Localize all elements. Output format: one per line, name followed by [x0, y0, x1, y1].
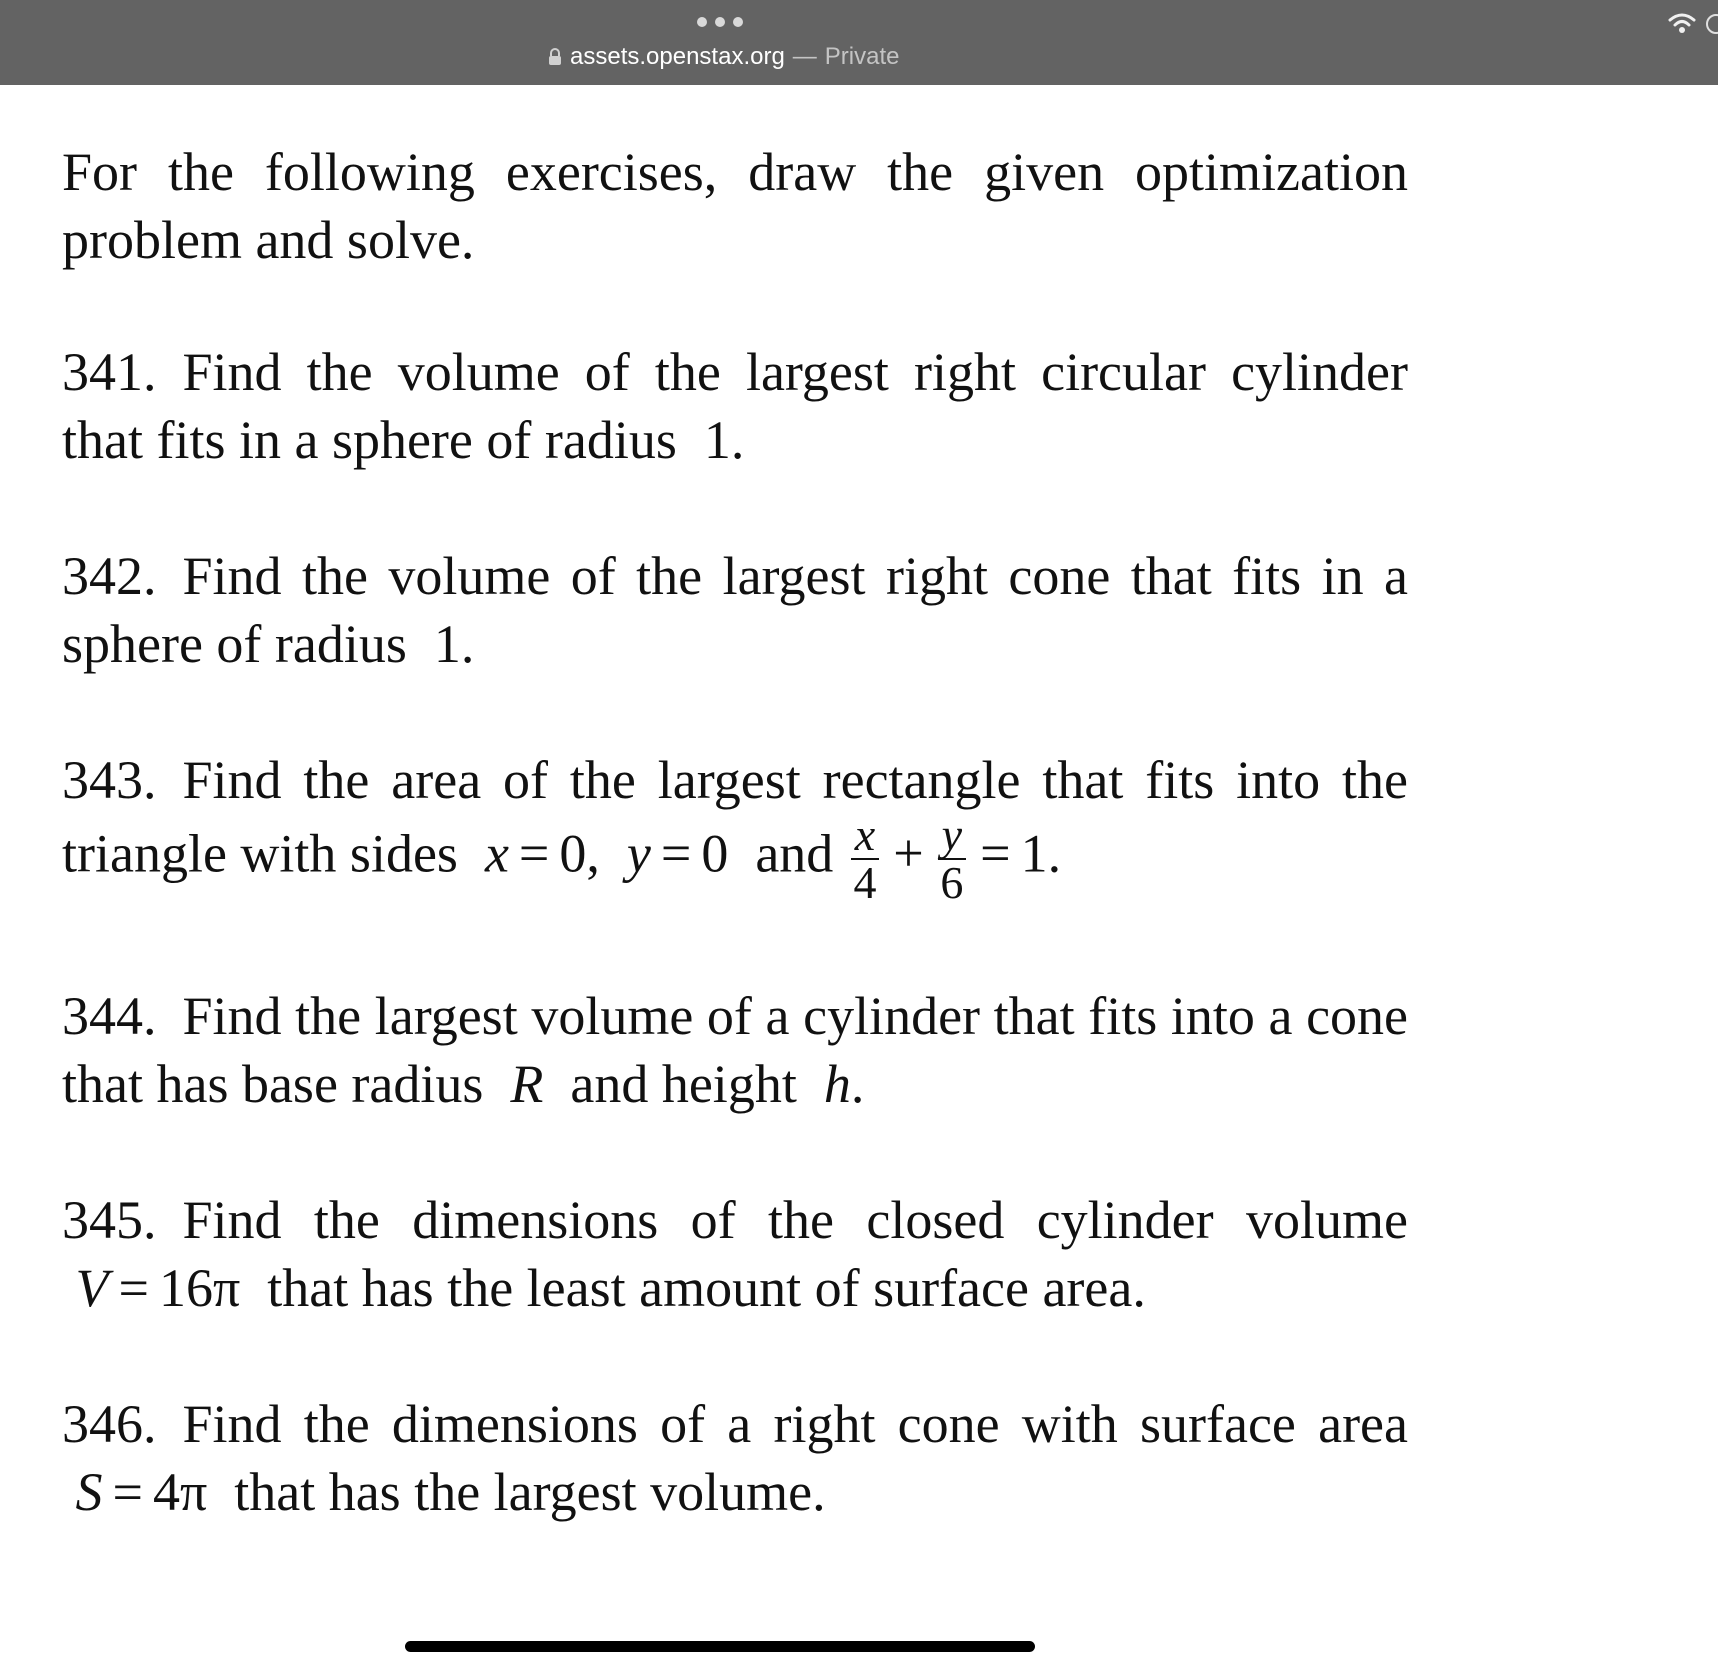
- var-V: V: [75, 1258, 109, 1318]
- fraction-y-over-6: [938, 809, 966, 908]
- var-x: x: [484, 823, 509, 884]
- lock-icon: [548, 48, 562, 66]
- more-dots-icon[interactable]: [697, 17, 743, 27]
- equals-sign: =: [980, 823, 1011, 884]
- fraction-numerator: y: [938, 814, 966, 860]
- exercise-text: Find the volume of the largest right cone that fits in a sphere of radius: [62, 546, 1408, 674]
- equals-sign: =: [518, 823, 550, 884]
- dot: [733, 17, 743, 27]
- and-word: and: [755, 823, 834, 884]
- var-h: h: [823, 1054, 851, 1114]
- exercise-text-rest: that has the largest volume.: [234, 1462, 826, 1522]
- equals-sign: =: [112, 1462, 143, 1522]
- exercise-number: 342.: [62, 546, 157, 606]
- var-S: S: [75, 1462, 103, 1522]
- one-value: 1: [1020, 823, 1048, 884]
- period: .: [730, 410, 745, 470]
- period: .: [460, 614, 475, 674]
- battery-icon: [1706, 14, 1718, 34]
- exercise-text: Find the largest volume of a cylinder that fits into a cone that has base radius: [62, 986, 1408, 1114]
- area-value: 4π: [152, 1462, 208, 1522]
- exercise-343: [62, 746, 1408, 908]
- url-private-label: Private: [824, 43, 900, 70]
- equals-sign: =: [118, 1258, 149, 1318]
- plus-sign: +: [893, 823, 924, 884]
- exercise-number: 346.: [62, 1394, 157, 1454]
- fraction-x-over-4: [851, 809, 879, 908]
- intro-text: For the following exercises, draw the given optimization problem and solve.: [62, 142, 1408, 270]
- exercise-text: Find the area of the largest rectangle that fits into the triangle with sides: [62, 750, 1408, 884]
- exercise-342: [62, 542, 1408, 678]
- var-y: y: [626, 823, 651, 884]
- var-R: R: [510, 1054, 544, 1114]
- volume-value: 16π: [158, 1258, 241, 1318]
- exercise-346: [62, 1390, 1408, 1526]
- radius-value: 1: [703, 410, 731, 470]
- and-height-text: and height: [570, 1054, 797, 1114]
- exercise-number: 341.: [62, 342, 157, 402]
- radius-value: 1: [433, 614, 461, 674]
- exercise-number: 343.: [62, 750, 157, 810]
- zero-value: 0: [559, 823, 587, 884]
- zero-value: 0: [701, 823, 729, 884]
- exercise-text: Find the dimensions of a right cone with surface area: [182, 1394, 1408, 1454]
- exercise-341: [62, 338, 1408, 474]
- url-separator: —: [792, 43, 817, 70]
- exercise-text: Find the volume of the largest right circular cylinder that fits in a sphere of radius: [62, 342, 1408, 470]
- exercise-text: Find the dimensions of the closed cylinder volume: [182, 1190, 1408, 1250]
- exercise-text-rest: that has the least amount of surface area.: [267, 1258, 1146, 1318]
- fraction-denominator: 4: [853, 857, 877, 908]
- browser-top-bar: [0, 0, 1718, 85]
- equals-sign: =: [660, 823, 692, 884]
- comma: ,: [586, 823, 600, 884]
- home-indicator[interactable]: [405, 1641, 1035, 1652]
- period: .: [850, 1054, 865, 1114]
- fraction-numerator: x: [851, 814, 879, 860]
- exercise-345: [62, 1186, 1408, 1322]
- period: .: [1047, 823, 1062, 884]
- fraction-denominator: 6: [940, 857, 964, 908]
- dot: [697, 17, 707, 27]
- exercise-344: [62, 982, 1408, 1118]
- url-domain: assets.openstax.org: [570, 43, 785, 70]
- exercise-number: 345.: [62, 1190, 157, 1250]
- exercise-content: [62, 138, 1408, 1594]
- exercise-number: 344.: [62, 986, 157, 1046]
- url-bar[interactable]: [548, 42, 900, 72]
- wifi-icon: [1668, 12, 1696, 39]
- dot: [715, 17, 725, 27]
